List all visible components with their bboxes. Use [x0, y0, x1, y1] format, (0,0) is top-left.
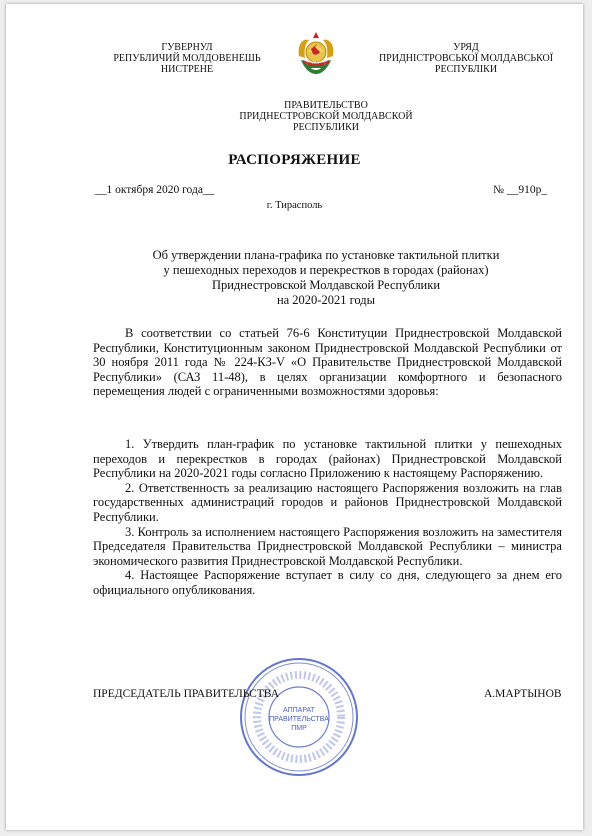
header-right-line-1: УРЯД [453, 42, 479, 53]
document-number: № __910р_ [493, 184, 548, 196]
emblem-band-text: ПМР [311, 60, 321, 65]
subject-line-4: на 2020-2021 годы [276, 293, 376, 307]
header-center-line-2: ПРИДНЕСТРОВСКОЙ МОЛДАВСКОЙ [239, 111, 413, 122]
stamp-line-1: АППАРАТ [283, 707, 315, 714]
document-city: г. Тирасполь [266, 200, 323, 211]
header-right-line-2: ПРИДНІСТРОВСЬКОЇ МОЛДАВСЬКОЇ [378, 53, 554, 64]
subject-line-1: Об утверждении плана-графика по установке тактильной плитки [152, 248, 500, 262]
header-right-line-3: РЕСПУБЛІКИ [434, 64, 498, 75]
resolution-item-4: 4. Настоящее Распоряжение вступает в силу со дня, следующего за днем его официального опубликования. [93, 568, 562, 597]
document-date: __1 октября 2020 года__ [95, 184, 215, 196]
preamble-paragraph: В соответствии со статьей 76-6 Конституции Приднестровской Молдавской Республики, Конституционным законом Приднестровской Молдавской Республики от 30 ноября 2011 года № 224-КЗ-V «О Правительстве Приднестровской Молдавской Республики» (САЗ 11-48), в целях организации комфортного и безопасного перемещения людей с ограниченными возможностями здоровья: [93, 326, 562, 399]
signature-name: А.МАРТЫНОВ [484, 688, 562, 700]
header-center-line-3: РЕСПУБЛИКИ [292, 122, 360, 133]
document-subject [116, 248, 536, 308]
subject-line-3: Приднестровской Молдавской Республики [211, 278, 441, 292]
document-title: РАСПОРЯЖЕНИЕ [228, 152, 361, 168]
header-left-moldovan [92, 42, 282, 75]
resolution-items [93, 437, 562, 598]
stamp-line-3: ПМР [291, 725, 307, 732]
header-left-line-1: ГУВЕРНУЛ [161, 42, 213, 53]
header-center-line-1: ПРАВИТЕЛЬСТВО [284, 100, 368, 111]
document-page [6, 4, 583, 830]
resolution-item-3: 3. Контроль за исполнением настоящего Распоряжения возложить на заместителя Председателя Правительства Приднестровской Молдавской Республики – министра экономического развития Приднестровской Молдавской Республики. [93, 524, 562, 568]
resolution-item-1: 1. Утвердить план-график по установке тактильной плитки у пешеходных переходов и перекрестков в городах (районах) Приднестровской Молдавской Республики на 2020-2021 годы согласно Приложению к настоящему Распоряжению. [93, 437, 562, 481]
official-stamp-icon [238, 656, 360, 778]
state-emblem-icon [295, 30, 337, 78]
header-government [216, 100, 436, 133]
signature-position: ПРЕДСЕДАТЕЛЬ ПРАВИТЕЛЬСТВА [93, 688, 280, 700]
stamp-line-2: ПРАВИТЕЛЬСТВА [269, 716, 329, 723]
resolution-item-2: 2. Ответственность за реализацию настоящего Распоряжения возложить на глав государственных администраций городов и районов Приднестровской Молдавской Республики. [93, 480, 562, 524]
header-left-line-3: НИСТРЕНЕ [160, 64, 214, 75]
subject-line-2: у пешеходных переходов и перекрестков в городах (районах) [163, 263, 489, 277]
header-left-line-2: РЕПУБЛИЧИЙ МОЛДОВЕНЕШЬ [113, 53, 261, 64]
header-right-ukrainian [366, 42, 566, 75]
